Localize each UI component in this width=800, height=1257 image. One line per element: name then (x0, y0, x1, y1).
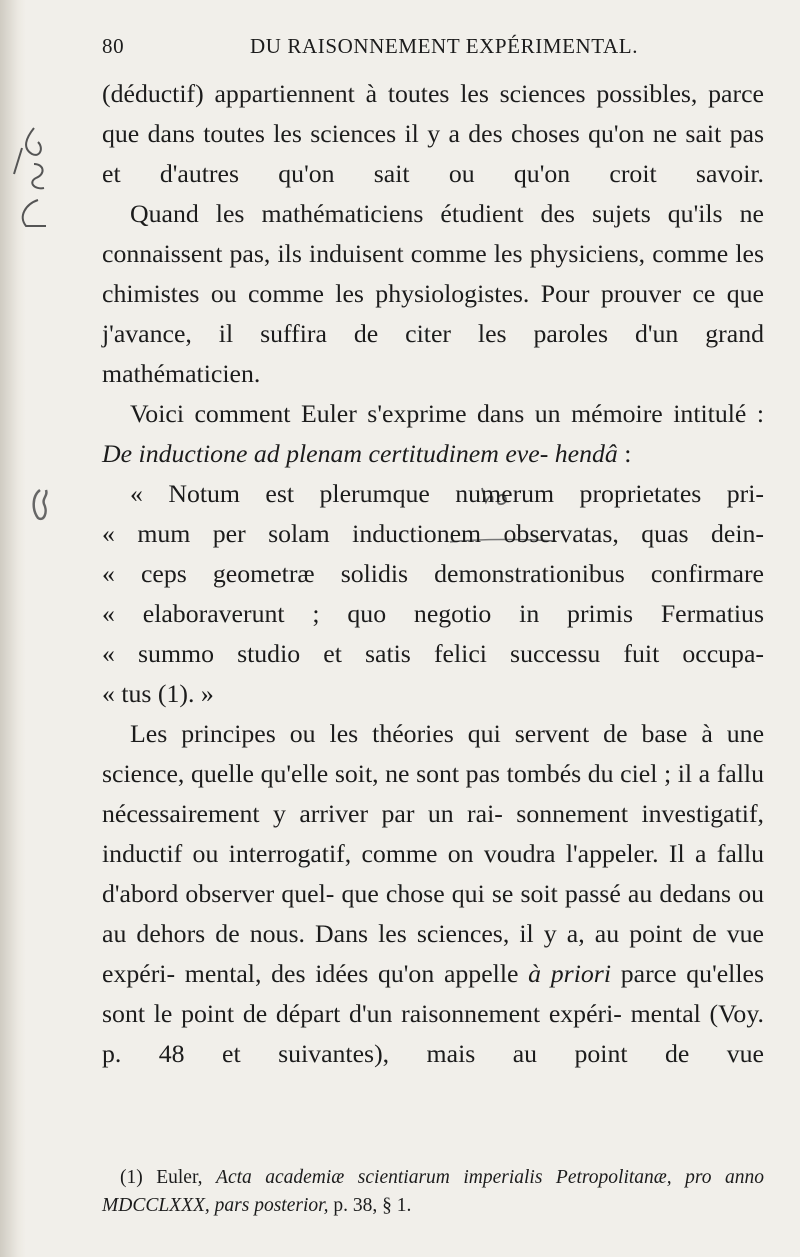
apriori-term: à priori (528, 959, 611, 988)
text-line: on voudra l'appeler. Il a fallu d'abord observer quel- (102, 839, 765, 908)
text-line: Les principes ou les théories qui servent de base à (130, 719, 713, 748)
page-header (102, 34, 762, 62)
cited-title: De inductione ad plenam certitudinem eve- (102, 439, 549, 468)
paragraph (102, 74, 764, 194)
footnote-tail: p. 38, § 1. (328, 1195, 412, 1216)
paragraph (102, 714, 764, 1074)
text-line: (déductif) appartiennent à toutes les sciences possibles, (102, 79, 698, 108)
text-line: parce que dans toutes les sciences il y a des choses qu'on (102, 79, 764, 148)
paragraph (102, 394, 764, 474)
cited-title-end: hendâ (554, 439, 618, 468)
text-line: : (617, 439, 632, 468)
text-line: prouver ce que j'avance, il suffira de citer les paroles (102, 279, 764, 348)
text-line: une science, quelle qu'elle soit, ne sont pas tombés (102, 719, 765, 788)
text-line: comme les chimistes ou comme les physiologistes. Pour (102, 239, 764, 308)
text-line: parce qu'elles (611, 959, 765, 988)
footnote (102, 1164, 764, 1220)
text-line: du ciel ; il a fallu nécessairement y arriver par un rai- (102, 759, 764, 828)
text-line: nous. Dans les sciences, il y a, au point de vue expéri- (102, 919, 764, 988)
text-line: sonnement investigatif, inductif ou interrogatif, comme (102, 799, 764, 868)
running-title: DU RAISONNEMENT EXPÉRIMENTAL. (250, 34, 639, 58)
text-line: ne sait pas et d'autres qu'on sait ou qu'on croit savoir. (102, 119, 764, 188)
text-line: Voici comment Euler s'exprime dans un mémoire (130, 399, 663, 428)
paragraph (102, 194, 764, 394)
page-number: 80 (102, 34, 125, 58)
text-line: mental, des idées qu'on appelle (184, 959, 529, 988)
text-line: Quand les mathématiciens étudient des sujets qu'ils (130, 199, 723, 228)
text-line: que chose qui se soit passé au dedans ou au dehors de (102, 879, 764, 948)
quote-line: « summo studio et satis felici successu fuit occupa- (102, 639, 764, 668)
quote-line: « mum per solam inductionem observatas, quas dein- (102, 519, 764, 548)
handwritten-marginal-mark (26, 486, 56, 526)
text-line: intitulé : (673, 399, 765, 428)
footnote-title: Acta academiæ scientiarum imperialis Petropolitanæ, pro anno MDCCLXXX, pars posterior, (102, 1167, 764, 1216)
euler-quotation (102, 474, 764, 714)
quote-line: « tus (1). » (102, 679, 214, 708)
text-line: ne connaissent pas, ils induisent comme les physiciens, (102, 199, 765, 268)
quote-line: « elaboraverunt ; quo negotio in primis Fermatius (102, 599, 764, 628)
quote-line: « Notum est plerumque numerum proprietates pri- (130, 479, 764, 508)
body-text (102, 74, 764, 1074)
quote-line: « ceps geometræ solidis demonstrationibus confirmare (102, 559, 764, 588)
footnote-text (102, 1164, 764, 1220)
page-edge-shadow (0, 0, 26, 1257)
text-line: d'un grand mathématicien. (102, 319, 765, 388)
text-line: sont le point de départ d'un raisonnement expéri- (102, 999, 622, 1028)
footnote-marker: (1) Euler, (120, 1167, 217, 1188)
text-line: mental (Voy. p. 48 et suivantes), mais au point de vue (102, 999, 764, 1068)
